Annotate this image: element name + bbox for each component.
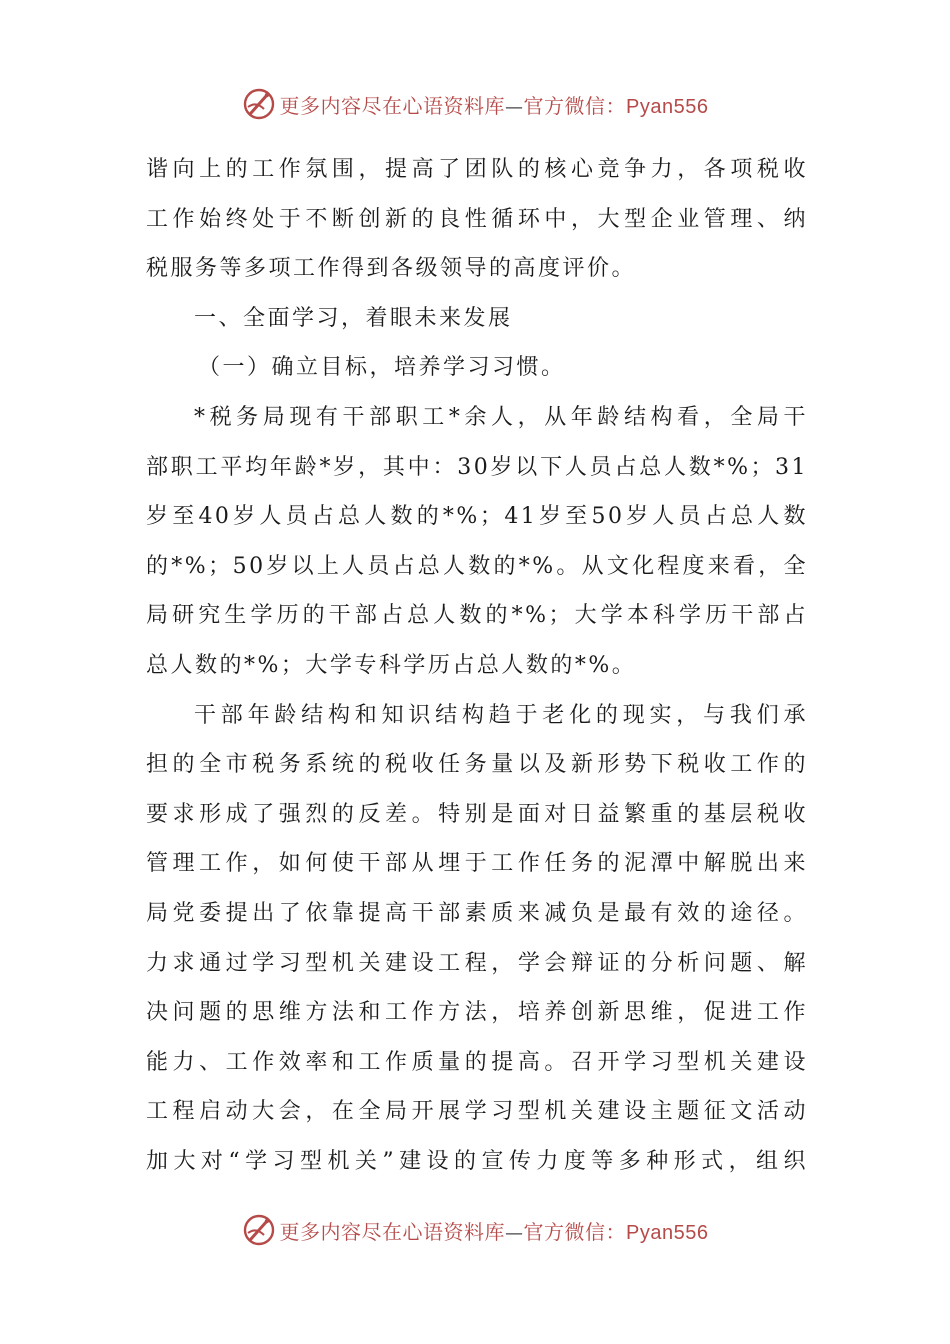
banner-wechat-id: Pyan556: [626, 95, 709, 118]
body-line: 税服务等多项工作得到各级领导的高度评价。: [146, 256, 637, 282]
footer-banner: [0, 1210, 950, 1250]
header-banner: [0, 84, 950, 124]
body-line: 岁至40岁人员占总人数的*%；41岁至50岁人员占总人数: [146, 504, 808, 530]
body-line: 力求通过学习型机关建设工程，学会辩证的分析问题、解: [146, 950, 808, 976]
pen-circle-logo-icon: [242, 87, 276, 121]
document-body: [146, 145, 808, 1186]
banner-separator: —: [505, 1222, 524, 1244]
banner-text: [280, 90, 709, 119]
body-line: 工程启动大会，在全局开展学习型机关建设主题征文活动: [146, 1099, 808, 1125]
body-line: 决问题的思维方法和工作方法，培养创新思维，促进工作: [146, 1000, 808, 1026]
banner-text: [280, 1216, 709, 1245]
body-line: 加大对“学习型机关”建设的宣传力度等多种形式，组织: [146, 1148, 808, 1174]
subsection-heading: （一）确立目标，培养学习习惯。: [198, 355, 566, 381]
body-line: 部职工平均年龄*岁，其中：30岁以下人员占总人数*%；31: [146, 454, 808, 480]
body-line: 总人数的*%；大学专科学历占总人数的*%。: [146, 652, 637, 678]
banner-wechat-id: Pyan556: [626, 1221, 709, 1244]
section-heading: 一、全面学习，着眼未来发展: [194, 305, 513, 331]
body-line: 工作始终处于不断创新的良性循环中，大型企业管理、纳: [146, 206, 808, 232]
banner-official-label: 官方微信：: [523, 1219, 627, 1244]
body-line: 谐向上的工作氛围，提高了团队的核心竞争力，各项税收: [146, 157, 808, 182]
body-line: 担的全市税务系统的税收任务量以及新形势下税收工作的: [146, 752, 808, 778]
body-line: 干部年龄结构和知识结构趋于老化的现实，与我们承: [194, 702, 808, 728]
pen-circle-logo-icon: [242, 1213, 276, 1247]
banner-main-text: 更多内容尽在心语资料库: [279, 1219, 506, 1244]
body-line: 能力、工作效率和工作质量的提高。召开学习型机关建设: [146, 1049, 808, 1075]
body-line: 要求形成了强烈的反差。特别是面对日益繁重的基层税收: [146, 801, 808, 827]
body-line: 的*%；50岁以上人员占总人数的*%。从文化程度来看，全: [146, 553, 808, 579]
body-line: 管理工作，如何使干部从埋于工作任务的泥潭中解脱出来: [146, 851, 808, 877]
body-line: 局党委提出了依靠提高干部素质来减负是最有效的途径。: [146, 900, 808, 926]
body-line: 局研究生学历的干部占总人数的*%；大学本科学历干部占: [146, 603, 808, 629]
banner-main-text: 更多内容尽在心语资料库: [279, 93, 506, 118]
banner-official-label: 官方微信：: [523, 93, 627, 118]
body-line: *税务局现有干部职工*余人，从年龄结构看，全局干: [194, 404, 808, 430]
banner-separator: —: [505, 96, 524, 118]
